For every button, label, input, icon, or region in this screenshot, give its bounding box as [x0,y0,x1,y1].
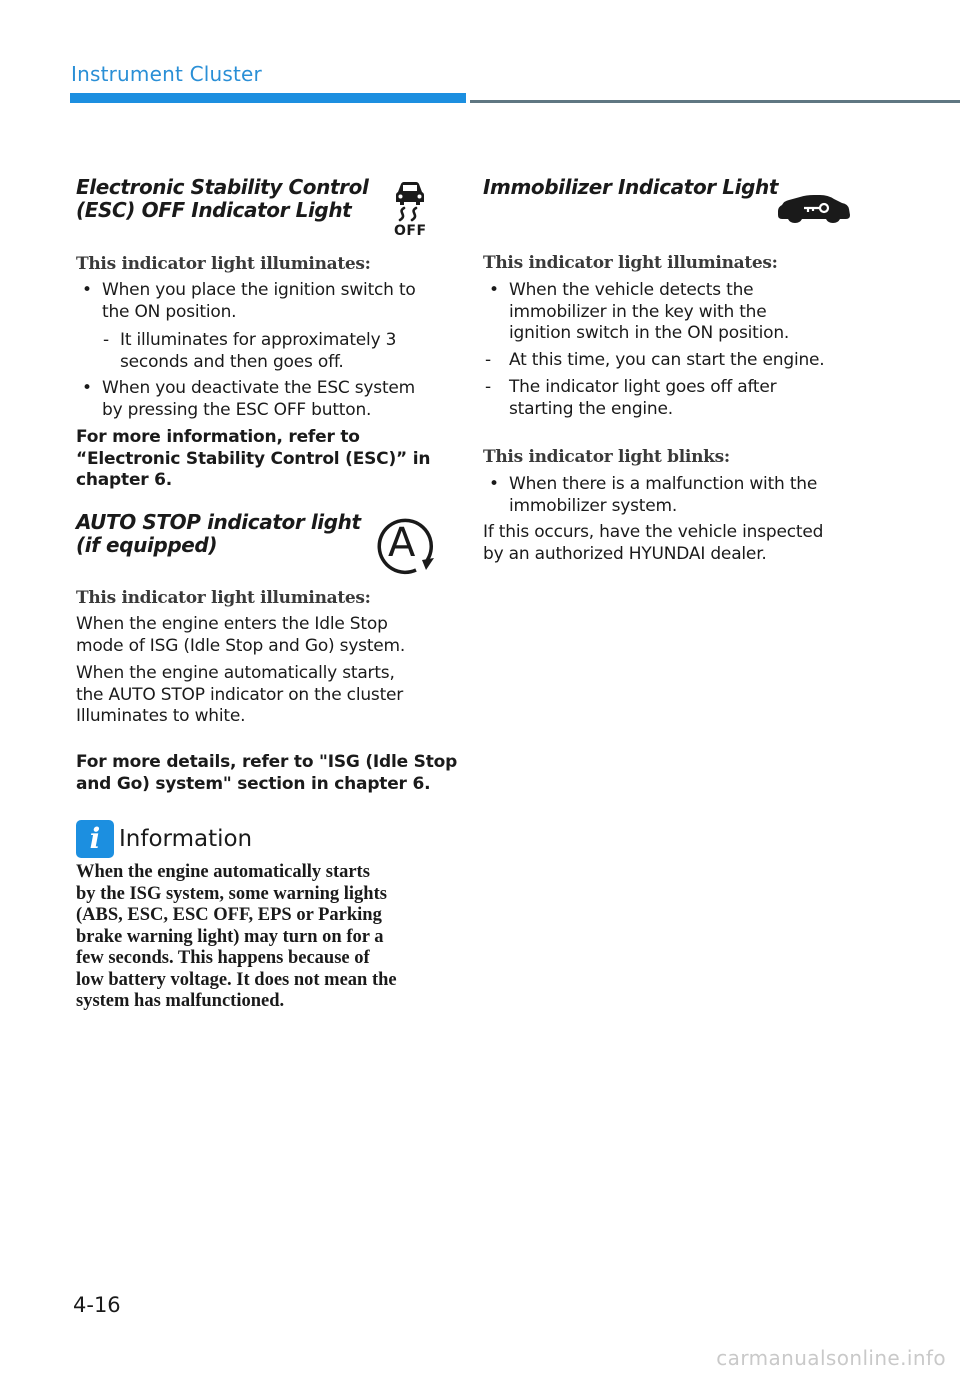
header-rule-blue [70,93,466,103]
watermark: carmanualsonline.info [716,1346,946,1370]
auto-stop-paragraph-2: When the engine automatically starts, the AUTO STOP indicator on the cluster Illuminates to white. [76,663,404,726]
immobilizer-heading: Immobilizer Indicator Light [483,175,779,199]
bullet-marker: • [82,378,93,398]
esc-off-reference-note: For more information, refer to “Electronic Stability Control (ESC)” in chapter 6. [76,427,431,490]
auto-stop-paragraph-1: When the engine enters the Idle Stop mode of ISG (Idle Stop and Go) system. [76,614,406,656]
page-header-title: Instrument Cluster [71,62,262,86]
auto-stop-reference-note: For more details, refer to "ISG (Idle Stop and Go) system" section in chapter 6. [76,752,458,794]
immobilizer-car-key-icon [776,193,852,225]
auto-stop-heading: AUTO STOP indicator light (if equipped) [76,510,361,557]
page-number: 4-16 [73,1293,121,1317]
dash-marker: - [485,350,492,370]
dash-marker: - [103,330,110,350]
esc-off-subheading: This indicator light illuminates: [76,254,371,274]
bullet-marker: • [489,280,500,300]
immobilizer-subheading-blinks: This indicator light blinks: [483,447,730,467]
esc-off-icon [388,178,432,240]
auto-stop-subheading: This indicator light illuminates: [76,588,371,608]
esc-off-icon-text: OFF [394,223,427,239]
esc-off-heading: Electronic Stability Control (ESC) OFF Indicator Light [76,175,369,222]
information-body: When the engine automatically starts by the ISG system, some warning lights (ABS, ESC, ESC OFF, EPS or Parking brake warning light) may turn on for a few seconds. This happens because of low battery voltage. It does not mean the system has malfunctioned. [76,862,397,1011]
dash-marker: - [485,377,492,397]
info-icon [76,820,114,858]
information-title: Information [119,826,253,852]
info-badge-letter: i [89,822,101,855]
immobilizer-paragraph: If this occurs, have the vehicle inspected by an authorized HYUNDAI dealer. [483,522,824,564]
bullet-marker: • [82,280,93,300]
bullet-marker: • [489,474,500,494]
auto-stop-icon-letter: A [388,520,416,566]
auto-stop-icon [370,515,442,575]
immobilizer-subheading-illuminates: This indicator light illuminates: [483,253,778,273]
header-rule-gray [470,100,960,103]
